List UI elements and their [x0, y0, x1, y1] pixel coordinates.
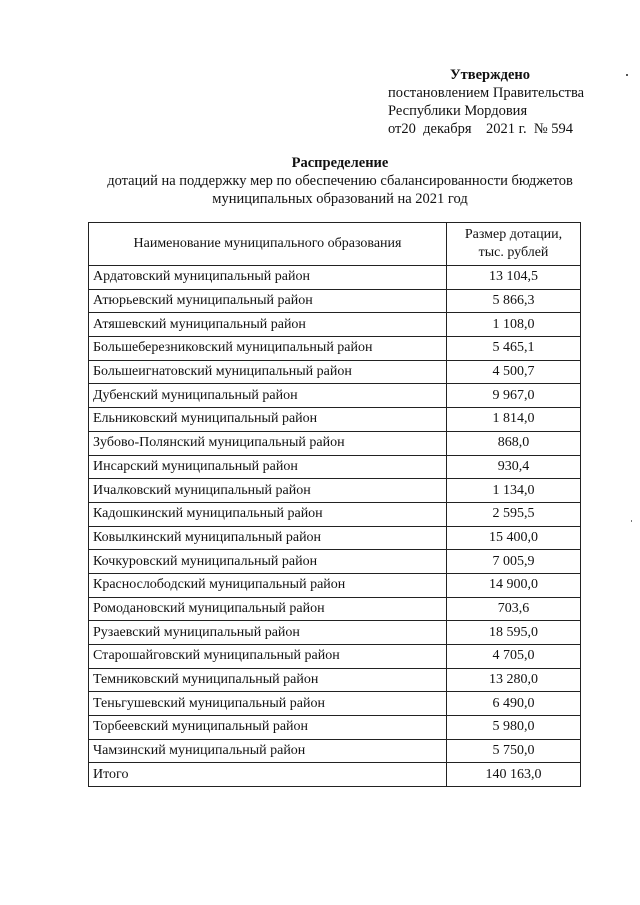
column-header-value-line: Размер дотации, — [464, 227, 563, 242]
subsidy-amount: 9 967,0 — [447, 384, 581, 408]
table-total-row — [89, 763, 581, 787]
column-header-name: Наименование муниципального образования — [89, 223, 447, 266]
subsidy-amount: 5 750,0 — [447, 739, 581, 763]
table-row — [89, 573, 581, 597]
document-subtitle: муниципальных образований на 2021 год — [212, 191, 468, 207]
municipality-name: Краснослободский муниципальный район — [89, 573, 447, 597]
municipality-name: Ельниковский муниципальный район — [89, 408, 447, 432]
table-row — [89, 645, 581, 669]
subsidy-amount: 703,6 — [447, 597, 581, 621]
table-row — [89, 479, 581, 503]
municipality-name: Теньгушевский муниципальный район — [89, 692, 447, 716]
table-row — [89, 337, 581, 361]
subsidy-amount: 2 595,5 — [447, 502, 581, 526]
subsidy-amount: 1 108,0 — [447, 313, 581, 337]
municipality-name: Атяшевский муниципальный район — [89, 313, 447, 337]
approval-title: Утверждено — [450, 67, 530, 83]
table-row — [89, 550, 581, 574]
table-row — [89, 431, 581, 455]
subsidy-amount: 13 104,5 — [447, 266, 581, 290]
subsidy-amount: 930,4 — [447, 455, 581, 479]
subsidy-amount: 5 465,1 — [447, 337, 581, 361]
subsidy-amount: 4 705,0 — [447, 645, 581, 669]
table-row — [89, 502, 581, 526]
municipality-name: Ковылкинский муниципальный район — [89, 526, 447, 550]
subsidy-amount: 868,0 — [447, 431, 581, 455]
municipality-name: Зубово-Полянский муниципальный район — [89, 431, 447, 455]
approval-block — [388, 66, 628, 138]
approval-date-line: от20 декабря 2021 г. № 594 — [388, 121, 574, 137]
municipality-name: Ардатовский муниципальный район — [89, 266, 447, 290]
subsidy-amount: 6 490,0 — [447, 692, 581, 716]
municipality-name: Большеберезниковский муниципальный район — [89, 337, 447, 361]
municipality-name: Торбеевский муниципальный район — [89, 716, 447, 740]
municipality-name: Ичалковский муниципальный район — [89, 479, 447, 503]
table-row — [89, 289, 581, 313]
total-label: Итого — [89, 763, 447, 787]
municipality-name: Дубенский муниципальный район — [89, 384, 447, 408]
municipality-name: Кадошкинский муниципальный район — [89, 502, 447, 526]
distribution-table — [88, 222, 581, 787]
table-row — [89, 526, 581, 550]
municipality-name: Темниковский муниципальный район — [89, 668, 447, 692]
table-row — [89, 313, 581, 337]
table-row — [89, 716, 581, 740]
subsidy-amount: 1 814,0 — [447, 408, 581, 432]
subsidy-amount: 1 134,0 — [447, 479, 581, 503]
municipality-name: Атюрьевский муниципальный район — [89, 289, 447, 313]
scan-artifact — [631, 520, 632, 522]
municipality-name: Чамзинский муниципальный район — [89, 739, 447, 763]
table-row — [89, 266, 581, 290]
column-header-value-line: тыс. рублей — [478, 245, 549, 260]
table-row — [89, 597, 581, 621]
municipality-name: Старошайговский муниципальный район — [89, 645, 447, 669]
subsidy-amount: 7 005,9 — [447, 550, 581, 574]
document-heading — [40, 154, 640, 208]
municipality-name: Кочкуровский муниципальный район — [89, 550, 447, 574]
table-row — [89, 621, 581, 645]
table-row — [89, 455, 581, 479]
municipality-name: Инсарский муниципальный район — [89, 455, 447, 479]
document-title: Распределение — [291, 155, 389, 171]
subsidy-amount: 18 595,0 — [447, 621, 581, 645]
table-row — [89, 739, 581, 763]
table-row — [89, 408, 581, 432]
approval-line: постановлением Правительства — [388, 85, 585, 101]
approval-line: Республики Мордовия — [388, 103, 528, 119]
subsidy-amount: 5 980,0 — [447, 716, 581, 740]
subsidy-amount: 5 866,3 — [447, 289, 581, 313]
table-header-row — [89, 223, 581, 266]
table-row — [89, 668, 581, 692]
table-row — [89, 384, 581, 408]
table-row — [89, 360, 581, 384]
municipality-name: Ромодановский муниципальный район — [89, 597, 447, 621]
municipality-name: Большеигнатовский муниципальный район — [89, 360, 447, 384]
column-header-value — [447, 223, 581, 266]
document-subtitle: дотаций на поддержку мер по обеспечению сбалансированности бюджетов — [107, 173, 573, 189]
municipality-name: Рузаевский муниципальный район — [89, 621, 447, 645]
subsidy-amount: 4 500,7 — [447, 360, 581, 384]
table-row — [89, 692, 581, 716]
subsidy-amount: 14 900,0 — [447, 573, 581, 597]
subsidy-amount: 15 400,0 — [447, 526, 581, 550]
total-value: 140 163,0 — [447, 763, 581, 787]
subsidy-amount: 13 280,0 — [447, 668, 581, 692]
